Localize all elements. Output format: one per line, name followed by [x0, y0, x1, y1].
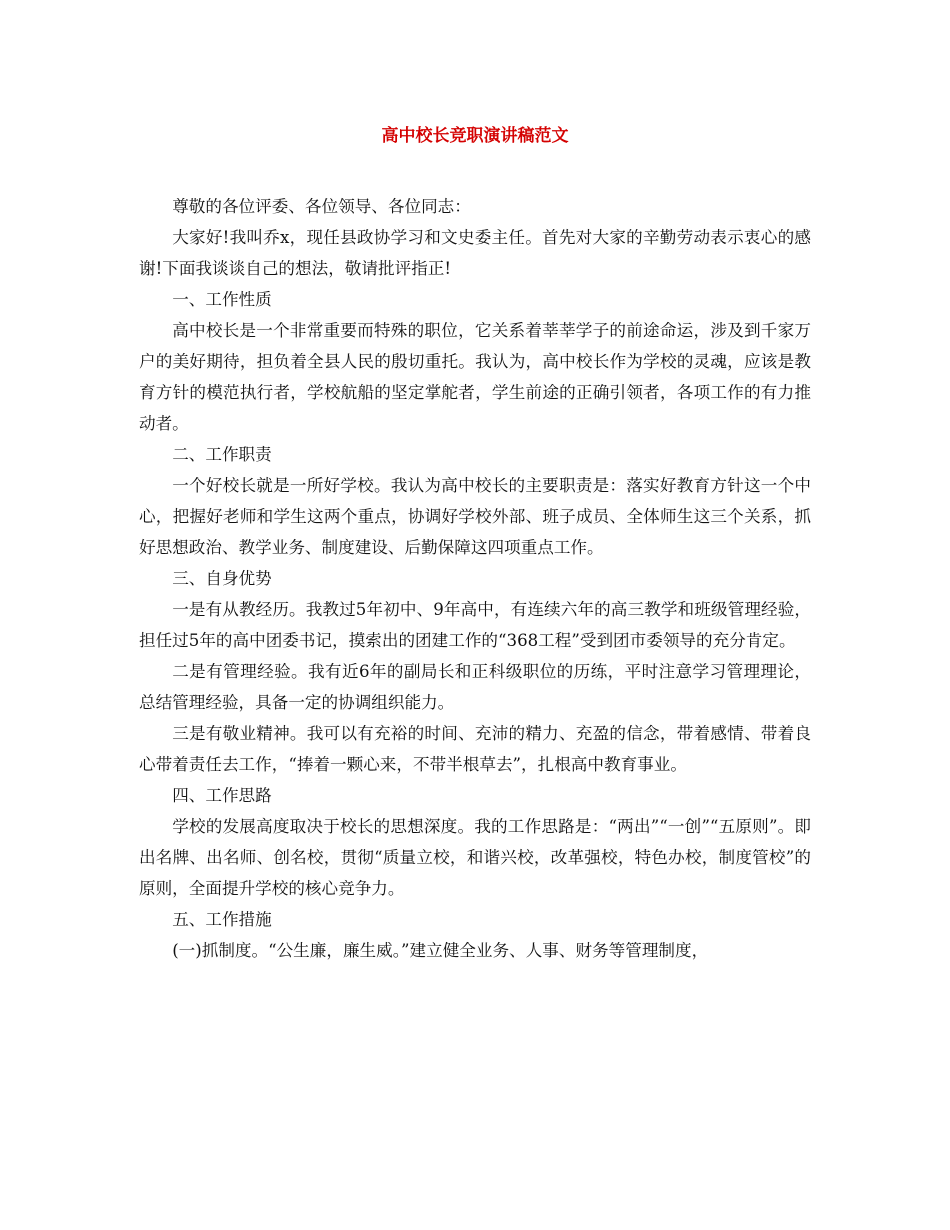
- document-title: 高中校长竞职演讲稿范文: [381, 126, 569, 146]
- paragraph-strength-teaching: 一是有从教经历。我教过5年初中、9年高中，有连续六年的高三教学和班级管理经验，担任过5年的高中团委书记，摸索出的团建工作的“368工程”受到团市委领导的充分肯定。: [139, 600, 811, 650]
- section-heading-nature: 一、工作性质: [172, 290, 272, 309]
- section-heading-approach: 四、工作思路: [172, 786, 272, 805]
- paragraph-approach: 学校的发展高度取决于校长的思想深度。我的工作思路是：“两出”“一创”“五原则”。即出名牌、出名师、创名校，贯彻“质量立校，和谐兴校，改革强校，特色办校，制度管校”的原则，全面提升学校的核心竞争力。: [139, 817, 811, 898]
- paragraph-greeting: 大家好!我叫乔x，现任县政协学习和文史委主任。首先对大家的辛勤劳动表示衷心的感谢!下面我谈谈自己的想法，敬请批评指正!: [139, 228, 811, 278]
- section-heading-duties: 二、工作职责: [172, 445, 272, 464]
- paragraph-strength-management: 二是有管理经验。我有近6年的副局长和正科级职位的历练，平时注意学习管理理论，总结管理经验，具备一定的协调组织能力。: [139, 662, 811, 712]
- paragraph-measure-system: (一)抓制度。“公生廉，廉生威。”建立健全业务、人事、财务等管理制度，: [172, 941, 709, 960]
- paragraph-nature: 高中校长是一个非常重要而特殊的职位，它关系着莘莘学子的前途命运，涉及到千家万户的美好期待，担负着全县人民的殷切重托。我认为，高中校长作为学校的灵魂，应该是教育方针的模范执行者，学校航船的坚定掌舵者，学生前途的正确引领者，各项工作的有力推动者。: [139, 321, 811, 433]
- document-body: [139, 191, 811, 966]
- section-heading-strengths: 三、自身优势: [172, 569, 272, 588]
- paragraph-duties: 一个好校长就是一所好学校。我认为高中校长的主要职责是：落实好教育方针这一个中心，把握好老师和学生这两个重点，协调好学校外部、班子成员、全体师生这三个关系，抓好思想政治、教学业务、制度建设、后勤保障这四项重点工作。: [139, 476, 811, 557]
- salutation: 尊敬的各位评委、各位领导、各位同志：: [172, 197, 471, 216]
- paragraph-strength-dedication: 三是有敬业精神。我可以有充裕的时间、充沛的精力、充盈的信念，带着感情、带着良心带着责任去工作，“捧着一颗心来，不带半根草去”，扎根高中教育事业。: [139, 724, 811, 774]
- section-heading-measures: 五、工作措施: [172, 910, 272, 929]
